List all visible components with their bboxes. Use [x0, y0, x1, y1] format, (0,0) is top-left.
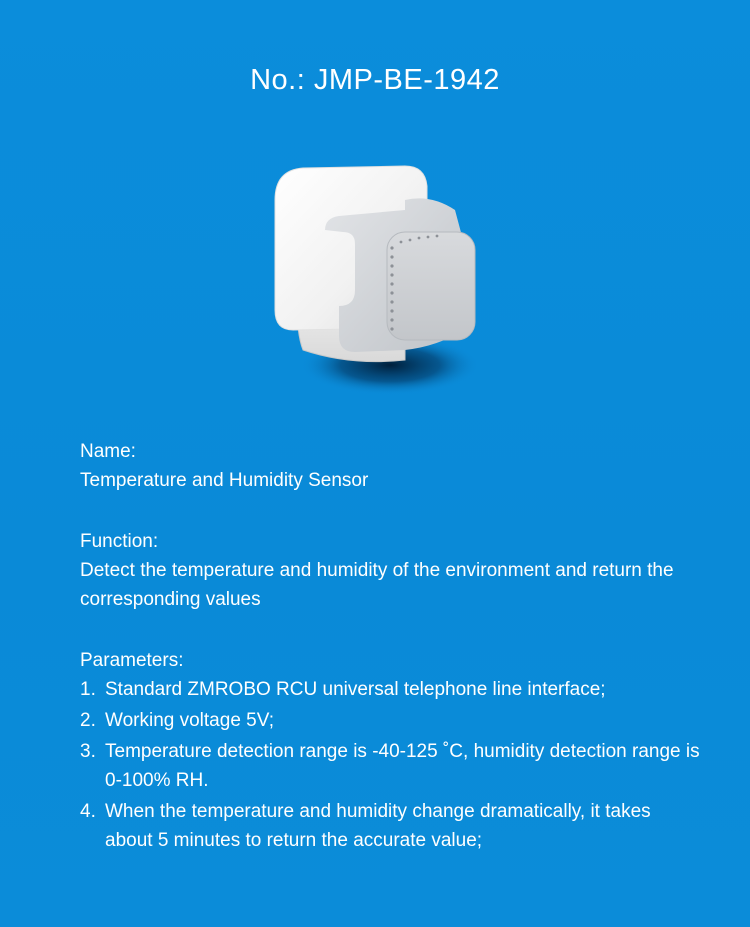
list-item-number: 2.	[80, 710, 96, 731]
sensor-module-image	[255, 160, 495, 400]
parameters-label: Parameters:	[80, 650, 184, 671]
function-section	[80, 527, 700, 614]
model-number-title: No.: JMP-BE-1942	[250, 64, 500, 96]
name-section	[80, 437, 700, 495]
list-item	[80, 737, 700, 795]
list-item-number: 4.	[80, 801, 96, 822]
list-item	[80, 706, 700, 735]
name-label: Name:	[80, 441, 136, 462]
parameters-list	[80, 675, 700, 855]
parameters-section	[80, 646, 700, 855]
module-front-face	[387, 232, 475, 340]
list-item	[80, 675, 700, 704]
list-item-text: Standard ZMROBO RCU universal telephone line interface;	[105, 679, 606, 700]
list-item-number: 1.	[80, 679, 96, 700]
product-details	[80, 437, 700, 887]
list-item-number: 3.	[80, 741, 96, 762]
list-item-text: Working voltage 5V;	[105, 710, 274, 731]
list-item-text: When the temperature and humidity change dramatically, it takes about 5 minutes to return the accurate value;	[105, 801, 651, 851]
list-item	[80, 797, 700, 855]
function-label: Function:	[80, 531, 159, 552]
function-value: Detect the temperature and humidity of the environment and return the corresponding values	[80, 560, 674, 610]
list-item-text: Temperature detection range is -40-125 ˚C, humidity detection range is 0-100% RH.	[105, 741, 700, 791]
name-value: Temperature and Humidity Sensor	[80, 470, 369, 491]
